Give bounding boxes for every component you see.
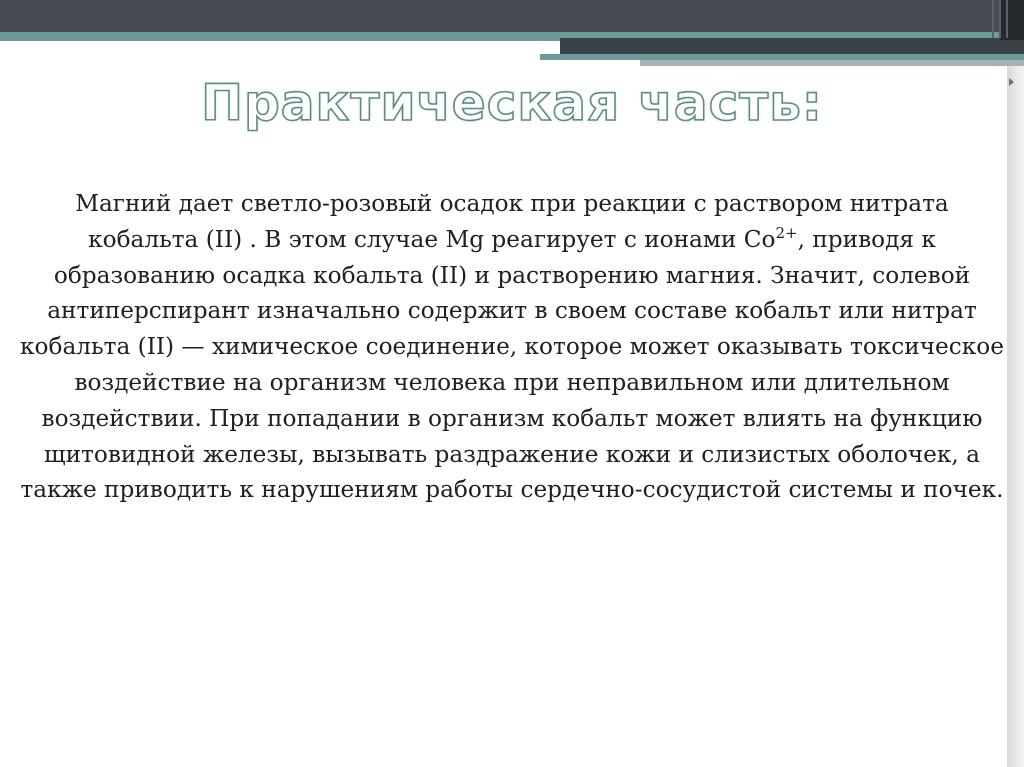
panel-edge-shadow [1007, 66, 1024, 767]
header-stripe [1006, 0, 1008, 38]
paragraph-text-part-2: , приводя к образованию осадка кобальта (II) и растворению магния. Значит, солевой антиперспирант изначально содержит в своем составе кобальт или нитрат кобальта (II) — химическое соединение, которое может оказывать токсическое воздействие на организм человека при неправильном или длительном воздействии. При попадании в организм кобальт может влиять на функцию щитовидной железы, вызывать раздражение кожи и слизистых оболочек, а также приводить к нарушениям работы сердечно-сосудистой системы и почек. [20, 225, 1004, 504]
header-stripe [992, 0, 994, 38]
header-bar-dark-right [560, 38, 1024, 54]
slide-title: Практическая часть: [201, 74, 823, 132]
ion-charge-superscript: 2+ [775, 223, 798, 242]
slide-paragraph [20, 186, 1004, 508]
header-stripe [999, 0, 1001, 38]
paragraph-text-part-1: Магний дает светло-розовый осадок при реакции с раствором нитрата кобальта (II) . В этом случае Mg реагирует с ионами Co [75, 190, 949, 253]
header-corner-block [1000, 0, 1024, 40]
header-bar-dark [0, 0, 1024, 32]
